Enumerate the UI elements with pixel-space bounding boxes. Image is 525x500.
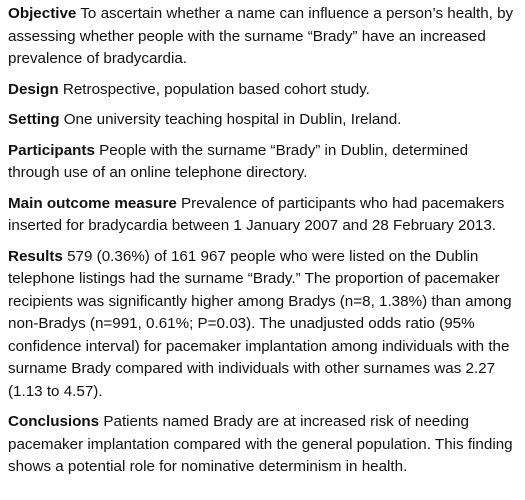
participants-section [8,140,517,185]
objective-heading: Objective [8,5,77,22]
design-heading: Design [8,80,59,98]
conclusions-heading: Conclusions [8,413,100,430]
objective-section [8,3,517,71]
setting-text: One university teaching hospital in Dublin, Ireland. [63,111,402,128]
results-text: 579 (0.36%) of 161 967 people who were listed on the Dublin telephone listings had the surname “Brady.” The proportion of pacemaker recipients was significantly higher among Bradys (n=8, 1.38%) than among non-Bradys (n=991, 0.61%; P=0.03). The unadjusted odds ratio (95% confidence interval) for pacemaker implantation among individuals with the surname Brady compared with individuals with other surnames was 2.27 (1.13 to 4.57). [8,247,512,400]
design-text: Retrospective, population based cohort study. [62,80,370,98]
participants-heading: Participants [8,141,95,159]
results-heading: Results [8,247,63,265]
conclusions-text: Patients named Brady are at increased risk of needing pacemaker implantation compared with the general population. This finding shows a potential role for nominative determinism in health. [8,413,513,475]
main-outcome-section [8,193,517,238]
setting-heading: Setting [8,111,60,128]
main-outcome-text: Prevalence of participants who had pacemakers inserted for bradycardia between 1 January 2007 and 28 February 2013. [8,194,505,234]
conclusions-section [8,411,517,479]
design-section [8,79,517,102]
objective-text: To ascertain whether a name can influence a person’s health, by assessing whether people with the surname “Brady” have an increased prevalence of bradycardia. [8,5,514,67]
setting-section [8,109,517,132]
results-section [8,246,517,404]
participants-text: People with the surname “Brady” in Dublin, determined through use of an online telephone directory. [8,141,469,181]
main-outcome-heading: Main outcome measure [8,194,177,212]
